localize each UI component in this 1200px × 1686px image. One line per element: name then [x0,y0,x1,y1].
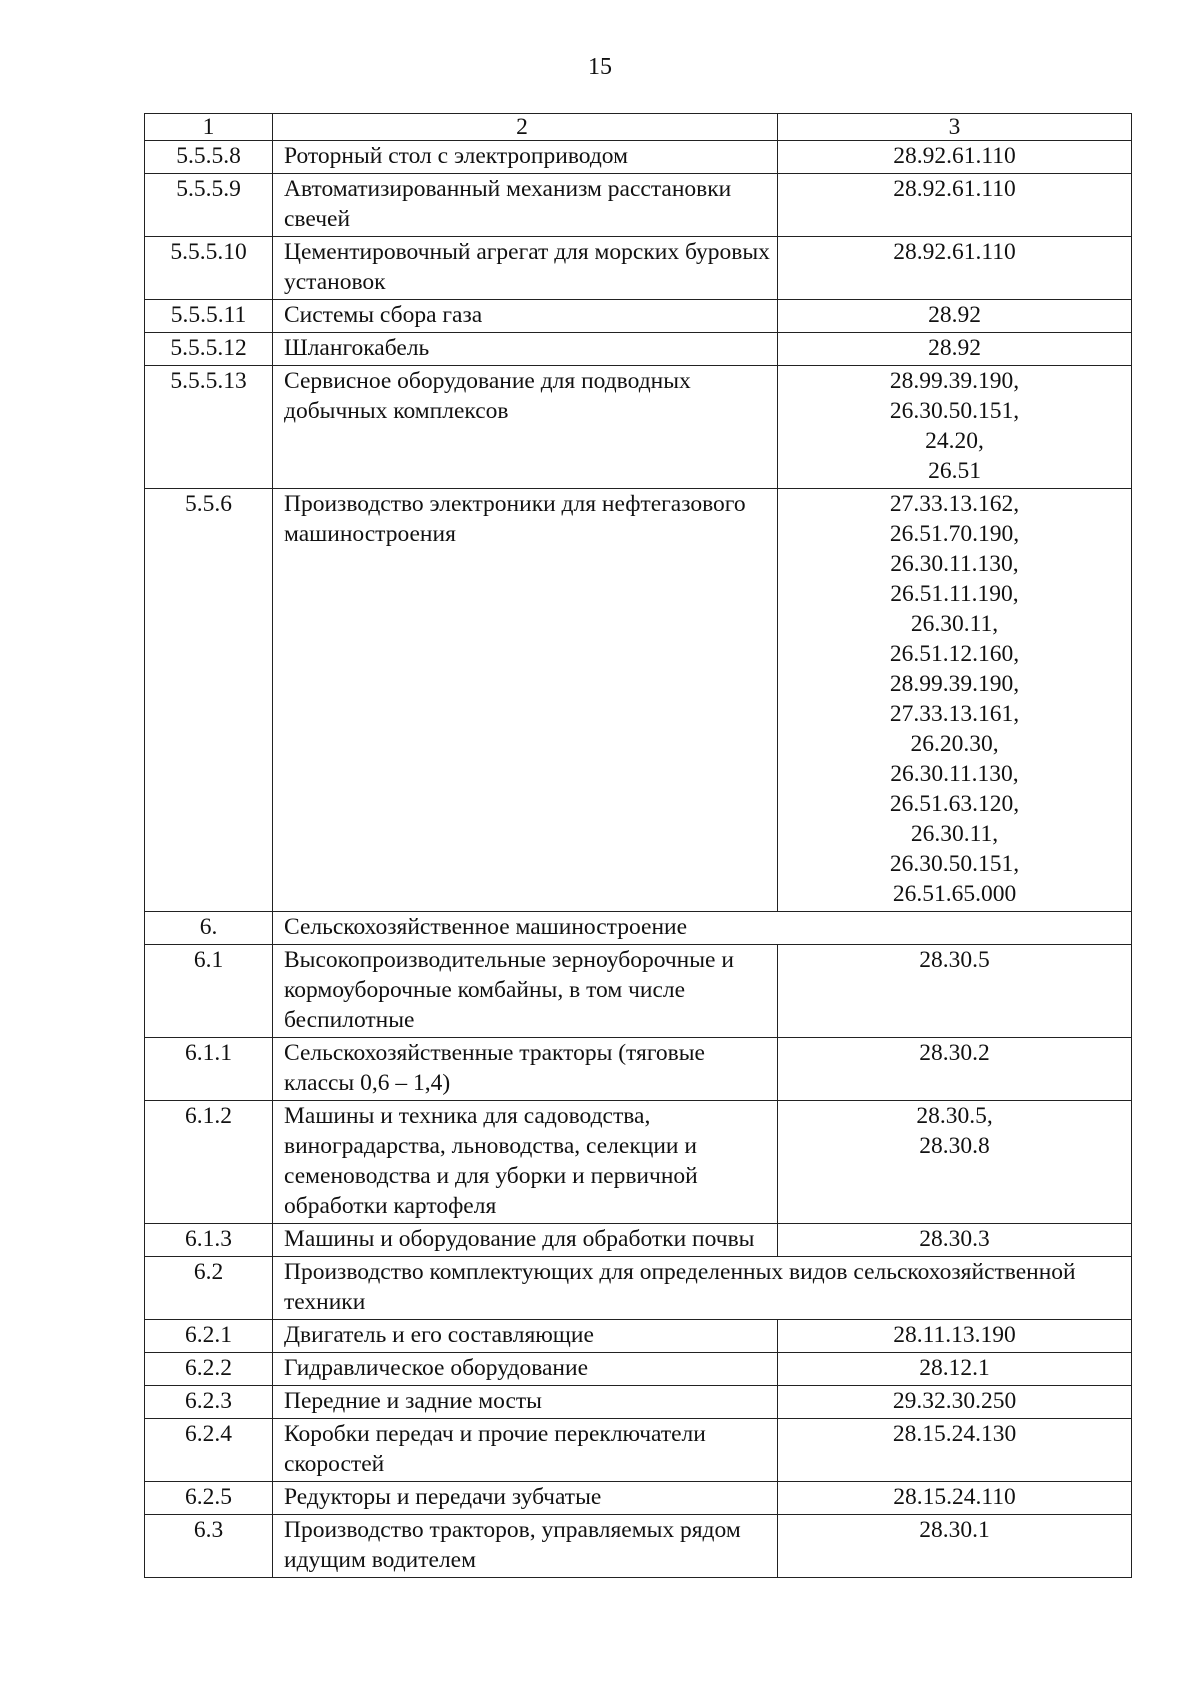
row-number: 6.2 [145,1257,273,1320]
okpd-code: 28.30.1 [919,1517,990,1543]
row-number: 6.1.1 [145,1038,273,1101]
row-number: 5.5.5.10 [145,237,273,300]
row-name: Коробки передач и прочие переключатели скоростей [273,1419,778,1482]
row-name: Передние и задние мосты [273,1386,778,1419]
okpd-code: 26.51.70.190, [889,521,1020,547]
okpd-code: 26.51.63.120, [889,791,1020,817]
okpd-code: 26.51.12.160, [889,641,1020,667]
row-codes [778,1386,1132,1419]
table-row [145,1482,1132,1515]
okpd-code: 28.15.24.110 [893,1484,1016,1510]
row-codes [778,489,1132,912]
okpd-code: 26.30.11, [910,821,999,847]
row-number: 5.5.5.8 [145,141,273,174]
classification-table [144,113,1132,1578]
okpd-code: 28.92.61.110 [893,176,1016,202]
okpd-code: 28.11.13.190 [893,1322,1016,1348]
table-row [145,1419,1132,1482]
okpd-code: 26.20.30, [910,731,999,757]
okpd-code: 28.92.61.110 [893,143,1016,169]
row-number: 6.1.3 [145,1224,273,1257]
row-codes [778,945,1132,1038]
okpd-code: 26.30.11.130, [890,761,1019,787]
okpd-code: 28.99.39.190, [889,368,1020,394]
table-row [145,1353,1132,1386]
okpd-code: 28.30.3 [919,1226,990,1252]
row-codes [778,333,1132,366]
row-codes [778,1515,1132,1578]
okpd-code: 27.33.13.161, [889,701,1020,727]
header-col-3: 3 [778,114,1132,141]
row-number: 6.1 [145,945,273,1038]
row-number: 6.3 [145,1515,273,1578]
okpd-code: 28.30.5, [916,1103,993,1129]
row-codes [778,174,1132,237]
row-codes [778,300,1132,333]
table-row [145,1038,1132,1101]
okpd-code: 26.51 [928,458,981,484]
row-name: Гидравлическое оборудование [273,1353,778,1386]
row-number: 5.5.5.9 [145,174,273,237]
okpd-code: 26.51.11.190, [890,581,1019,607]
row-name: Сервисное оборудование для подводных добычных комплексов [273,366,778,489]
row-name: Производство комплектующих для определенных видов сельскохозяйственной техники [273,1257,1132,1320]
row-codes [778,237,1132,300]
row-number: 5.5.5.12 [145,333,273,366]
table-row [145,1386,1132,1419]
row-name: Машины и оборудование для обработки почвы [273,1224,778,1257]
row-name: Высокопроизводительные зерноуборочные и кормоуборочные комбайны, в том числе беспилотные [273,945,778,1038]
okpd-code: 26.30.11, [910,611,999,637]
table-row [145,489,1132,912]
row-name: Двигатель и его составляющие [273,1320,778,1353]
table-row [145,141,1132,174]
table-row [145,366,1132,489]
table-row [145,174,1132,237]
row-name: Сельскохозяйственные тракторы (тяговые классы 0,6 – 1,4) [273,1038,778,1101]
okpd-code: 28.30.5 [919,947,990,973]
table-row [145,1224,1132,1257]
row-number: 6.2.1 [145,1320,273,1353]
table-row [145,912,1132,945]
row-name: Производство электроники для нефтегазового машиностроения [273,489,778,912]
row-number: 5.5.5.13 [145,366,273,489]
okpd-code: 28.12.1 [919,1355,990,1381]
row-codes [778,1353,1132,1386]
row-codes [778,366,1132,489]
row-codes [778,1482,1132,1515]
row-number: 5.5.6 [145,489,273,912]
row-codes [778,1038,1132,1101]
table-row [145,333,1132,366]
row-number: 6.2.5 [145,1482,273,1515]
table-row [145,945,1132,1038]
okpd-code: 28.92 [928,335,981,361]
okpd-code: 28.99.39.190, [889,671,1020,697]
header-col-1: 1 [145,114,273,141]
okpd-code: 26.30.11.130, [890,551,1019,577]
row-number: 6. [145,912,273,945]
okpd-code: 26.30.50.151, [889,398,1020,424]
row-codes [778,1419,1132,1482]
row-name: Шлангокабель [273,333,778,366]
row-codes [778,1224,1132,1257]
okpd-code: 28.92 [928,302,981,328]
okpd-code: 29.32.30.250 [892,1388,1017,1414]
row-name: Цементировочный агрегат для морских буровых установок [273,237,778,300]
okpd-code: 26.30.50.151, [889,851,1020,877]
row-name: Редукторы и передачи зубчатые [273,1482,778,1515]
row-codes [778,1101,1132,1224]
row-name: Системы сбора газа [273,300,778,333]
row-codes [778,1320,1132,1353]
okpd-code: 28.30.2 [919,1040,990,1066]
okpd-code: 28.15.24.130 [892,1421,1017,1447]
row-name: Автоматизированный механизм расстановки свечей [273,174,778,237]
okpd-code: 28.30.8 [919,1133,990,1159]
row-number: 6.2.3 [145,1386,273,1419]
row-name: Роторный стол с электроприводом [273,141,778,174]
row-name: Производство тракторов, управляемых рядом идущим водителем [273,1515,778,1578]
table-row [145,300,1132,333]
okpd-code: 28.92.61.110 [893,239,1016,265]
table-row [145,1320,1132,1353]
row-name: Машины и техника для садоводства, виноградарства, льноводства, селекции и семеноводства и для уборки и первичной обработки картофеля [273,1101,778,1224]
table-row [145,237,1132,300]
table-header-row [145,114,1132,141]
table-row [145,1257,1132,1320]
row-number: 5.5.5.11 [145,300,273,333]
row-number: 6.2.2 [145,1353,273,1386]
okpd-code: 27.33.13.162, [889,491,1020,517]
okpd-code: 26.51.65.000 [892,881,1017,907]
page-number: 15 [588,54,612,80]
table-row [145,1515,1132,1578]
header-col-2: 2 [273,114,778,141]
okpd-code: 24.20, [925,428,984,454]
table-row [145,1101,1132,1224]
row-name: Сельскохозяйственное машиностроение [273,912,1132,945]
row-codes [778,141,1132,174]
row-number: 6.1.2 [145,1101,273,1224]
row-number: 6.2.4 [145,1419,273,1482]
